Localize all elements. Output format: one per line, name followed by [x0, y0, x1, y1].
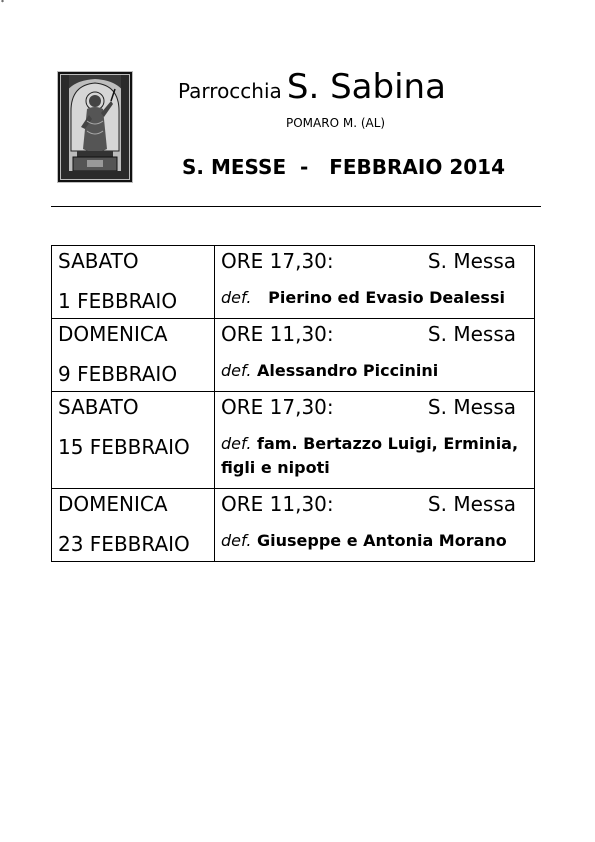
mass-type: S. Messa [427, 249, 516, 273]
saint-sabina-image [57, 71, 133, 183]
day-date: 15 FEBBRAIO [58, 435, 190, 459]
intention-text: Giuseppe e Antonia Morano [257, 531, 507, 550]
mass-cell [215, 392, 535, 489]
page-heading: S. MESSE - FEBBRAIO 2014 [182, 155, 505, 179]
time-line [215, 246, 534, 276]
intention-text: Alessandro Piccinini [257, 361, 439, 380]
mass-intention [215, 529, 534, 561]
def-label: def. [221, 288, 252, 307]
mass-type: S. Messa [427, 492, 516, 516]
parish-label: Parrocchia [178, 79, 282, 103]
mass-intention [215, 286, 534, 318]
mass-type: S. Messa [427, 395, 516, 419]
intention-text: Pierino ed Evasio Dealessi [268, 288, 505, 307]
time-line [215, 319, 534, 349]
day-name: DOMENICA [58, 492, 168, 516]
mass-schedule-table [51, 245, 535, 562]
table-row [52, 319, 535, 392]
day-cell [52, 489, 215, 562]
corner-mark: * [1, 0, 4, 6]
mass-time: ORE 11,30: [221, 492, 334, 516]
mass-cell [215, 246, 535, 319]
intention-text: fam. Bertazzo Luigi, Erminia, figli e nipoti [221, 434, 519, 477]
divider [51, 206, 541, 207]
day-name: SABATO [58, 395, 139, 419]
parish-name: S. Sabina [286, 67, 446, 107]
mass-intention [215, 359, 534, 391]
day-cell [52, 246, 215, 319]
parish-title [178, 67, 446, 107]
day-date: 1 FEBBRAIO [58, 289, 178, 313]
table-row [52, 489, 535, 562]
mass-time: ORE 17,30: [221, 395, 334, 419]
mass-time: ORE 17,30: [221, 249, 334, 273]
mass-intention [215, 432, 534, 488]
def-label: def. [221, 531, 252, 550]
table-row [52, 246, 535, 319]
day-name: SABATO [58, 249, 139, 273]
day-cell [52, 319, 215, 392]
mass-type: S. Messa [427, 322, 516, 346]
parish-location: POMARO M. (AL) [286, 116, 386, 130]
def-label: def. [221, 434, 252, 453]
day-date: 9 FEBBRAIO [58, 362, 178, 386]
day-name: DOMENICA [58, 322, 168, 346]
day-date: 23 FEBBRAIO [58, 532, 190, 556]
mass-cell [215, 489, 535, 562]
mass-time: ORE 11,30: [221, 322, 334, 346]
mass-cell [215, 319, 535, 392]
table-row [52, 392, 535, 489]
def-label: def. [221, 361, 252, 380]
day-cell [52, 392, 215, 489]
time-line [215, 392, 534, 422]
time-line [215, 489, 534, 519]
